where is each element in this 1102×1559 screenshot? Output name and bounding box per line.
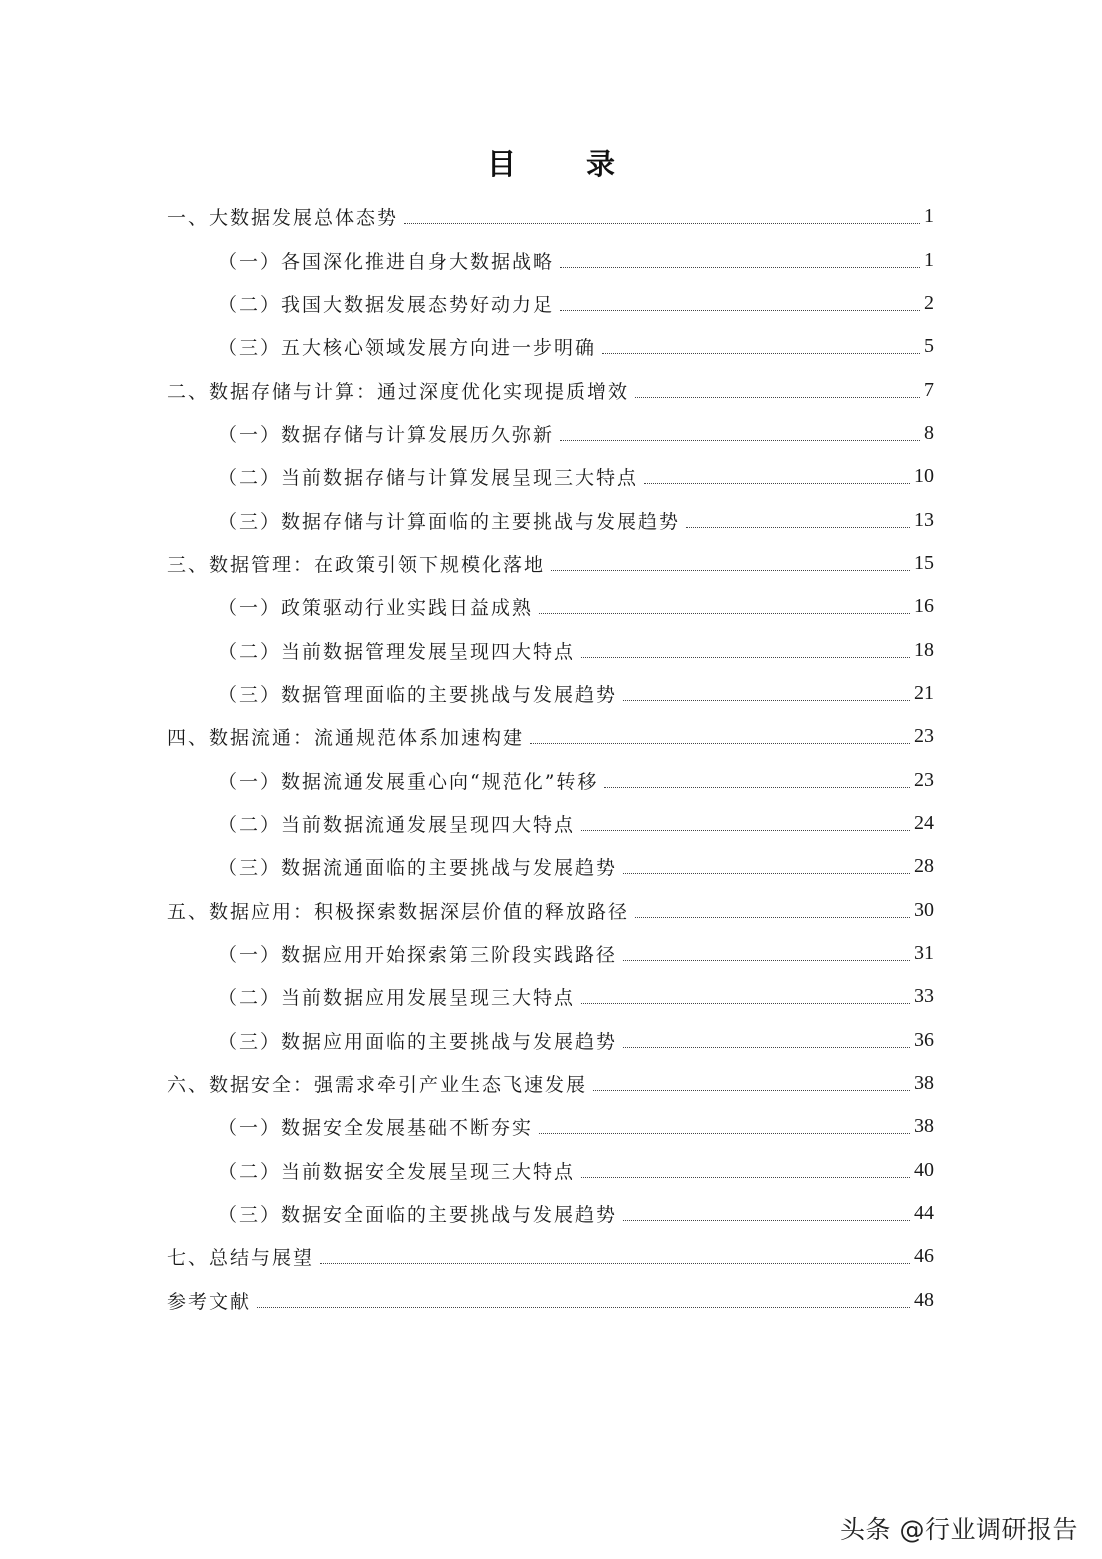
toc-entry-title: 一、大数据发展总体态势: [167, 203, 402, 230]
toc-entry-title: （二）当前数据存储与计算发展呈现三大特点: [218, 463, 642, 490]
toc-page-number: 1: [924, 248, 934, 271]
toc-subsection-entry[interactable]: [167, 1149, 934, 1192]
dot-leader: [560, 267, 920, 268]
toc-entry-title: （一）数据应用开始探索第三阶段实践路径: [218, 940, 621, 967]
toc-page-number: 13: [914, 508, 934, 531]
toc-page-number: 28: [914, 855, 934, 878]
dot-leader: [602, 353, 920, 354]
toc-page-number: 48: [914, 1288, 934, 1311]
toc-entry-title: （一）各国深化推进自身大数据战略: [218, 247, 558, 274]
toc-entry-title: （二）当前数据管理发展呈现四大特点: [218, 637, 579, 664]
dot-leader: [257, 1307, 910, 1308]
toc-subsection-entry[interactable]: [167, 628, 934, 671]
dot-leader: [604, 787, 910, 788]
dot-leader: [560, 440, 920, 441]
toc-subsection-entry[interactable]: [167, 845, 934, 888]
toc-entry-title: （二）当前数据流通发展呈现四大特点: [218, 810, 579, 837]
page-title: 目 录: [486, 147, 646, 181]
toc-page-number: 21: [914, 681, 934, 704]
toc-subsection-entry[interactable]: [167, 412, 934, 455]
dot-leader: [539, 1133, 910, 1134]
toc-entry-title: （二）我国大数据发展态势好动力足: [218, 290, 558, 317]
toc-subsection-entry[interactable]: [167, 1105, 934, 1148]
dot-leader: [539, 613, 910, 614]
toc-subsection-entry[interactable]: [167, 585, 934, 628]
toc-page-number: 38: [914, 1072, 934, 1095]
toc-subsection-entry[interactable]: [167, 802, 934, 845]
toc-page-number: 38: [914, 1115, 934, 1138]
toc-entry-title: 七、总结与展望: [167, 1243, 318, 1270]
toc-subsection-entry[interactable]: [167, 758, 934, 801]
toc-page-number: 23: [914, 725, 934, 748]
toc-entry-title: （二）当前数据应用发展呈现三大特点: [218, 983, 579, 1010]
toc-subsection-entry[interactable]: [167, 975, 934, 1018]
dot-leader: [581, 830, 910, 831]
toc-page-number: 40: [914, 1158, 934, 1181]
toc-subsection-entry[interactable]: [167, 932, 934, 975]
toc-entry-title: （三）数据存储与计算面临的主要挑战与发展趋势: [218, 507, 684, 534]
toc-subsection-entry[interactable]: [167, 282, 934, 325]
toc-subsection-entry[interactable]: [167, 455, 934, 498]
toc-page-number: 5: [924, 335, 934, 358]
table-of-contents: [167, 195, 934, 1322]
toc-page-number: 2: [924, 291, 934, 314]
toc-subsection-entry[interactable]: [167, 325, 934, 368]
toc-entry-title: （三）数据应用面临的主要挑战与发展趋势: [218, 1027, 621, 1054]
toc-page-number: 36: [914, 1028, 934, 1051]
dot-leader: [623, 960, 910, 961]
toc-subsection-entry[interactable]: [167, 238, 934, 281]
toc-entry-title: （一）数据流通发展重心向“规范化”转移: [218, 767, 602, 794]
dot-leader: [320, 1263, 910, 1264]
toc-entry-title: （二）当前数据安全发展呈现三大特点: [218, 1157, 579, 1184]
toc-page-number: 31: [914, 942, 934, 965]
toc-entry-title: （一）数据安全发展基础不断夯实: [218, 1113, 537, 1140]
dot-leader: [623, 1220, 910, 1221]
toc-page-number: 16: [914, 595, 934, 618]
toc-section-entry[interactable]: [167, 1235, 934, 1278]
toc-subsection-entry[interactable]: [167, 1019, 934, 1062]
toc-entry-title: （三）数据管理面临的主要挑战与发展趋势: [218, 680, 621, 707]
dot-leader: [686, 527, 910, 528]
toc-page-number: 1: [924, 205, 934, 228]
toc-subsection-entry[interactable]: [167, 498, 934, 541]
toc-subsection-entry[interactable]: [167, 672, 934, 715]
dot-leader: [623, 700, 910, 701]
dot-leader: [581, 1003, 910, 1004]
toc-page-number: 18: [914, 638, 934, 661]
toc-subsection-entry[interactable]: [167, 1192, 934, 1235]
toc-entry-title: 四、数据流通：流通规范体系加速构建: [167, 723, 528, 750]
toc-section-entry[interactable]: [167, 368, 934, 411]
toc-entry-title: （三）数据安全面临的主要挑战与发展趋势: [218, 1200, 621, 1227]
dot-leader: [581, 1177, 910, 1178]
toc-entry-title: 五、数据应用：积极探索数据深层价值的释放路径: [167, 897, 633, 924]
dot-leader: [530, 743, 910, 744]
toc-entry-title: （一）政策驱动行业实践日益成熟: [218, 593, 537, 620]
toc-section-entry[interactable]: [167, 542, 934, 585]
toc-page-number: 15: [914, 551, 934, 574]
toc-section-entry[interactable]: [167, 1062, 934, 1105]
toc-section-entry[interactable]: [167, 195, 934, 238]
toc-entry-title: （三）数据流通面临的主要挑战与发展趋势: [218, 853, 621, 880]
dot-leader: [560, 310, 920, 311]
toc-page-number: 24: [914, 811, 934, 834]
dot-leader: [644, 483, 910, 484]
toc-entry-title: （一）数据存储与计算发展历久弥新: [218, 420, 558, 447]
dot-leader: [623, 1047, 910, 1048]
toc-page-number: 46: [914, 1245, 934, 1268]
toc-section-entry[interactable]: [167, 715, 934, 758]
dot-leader: [551, 570, 910, 571]
toc-page-number: 10: [914, 465, 934, 488]
toc-page-number: 23: [914, 768, 934, 791]
toc-page-number: 7: [924, 378, 934, 401]
dot-leader: [593, 1090, 910, 1091]
toc-entry-title: 六、数据安全：强需求牵引产业生态飞速发展: [167, 1070, 591, 1097]
toc-page-number: 8: [924, 421, 934, 444]
dot-leader: [635, 397, 920, 398]
toc-page-number: 33: [914, 985, 934, 1008]
dot-leader: [404, 223, 920, 224]
dot-leader: [623, 873, 910, 874]
toc-entry-title: 二、数据存储与计算：通过深度优化实现提质增效: [167, 377, 633, 404]
toc-section-entry[interactable]: [167, 1279, 934, 1322]
dot-leader: [581, 657, 910, 658]
dot-leader: [635, 917, 910, 918]
toc-page-number: 44: [914, 1202, 934, 1225]
watermark: 头条 @行业调研报告: [840, 1515, 1078, 1544]
toc-entry-title: 三、数据管理：在政策引领下规模化落地: [167, 550, 549, 577]
toc-entry-title: 参考文献: [167, 1287, 255, 1314]
toc-page-number: 30: [914, 898, 934, 921]
toc-entry-title: （三）五大核心领域发展方向进一步明确: [218, 333, 600, 360]
toc-section-entry[interactable]: [167, 889, 934, 932]
